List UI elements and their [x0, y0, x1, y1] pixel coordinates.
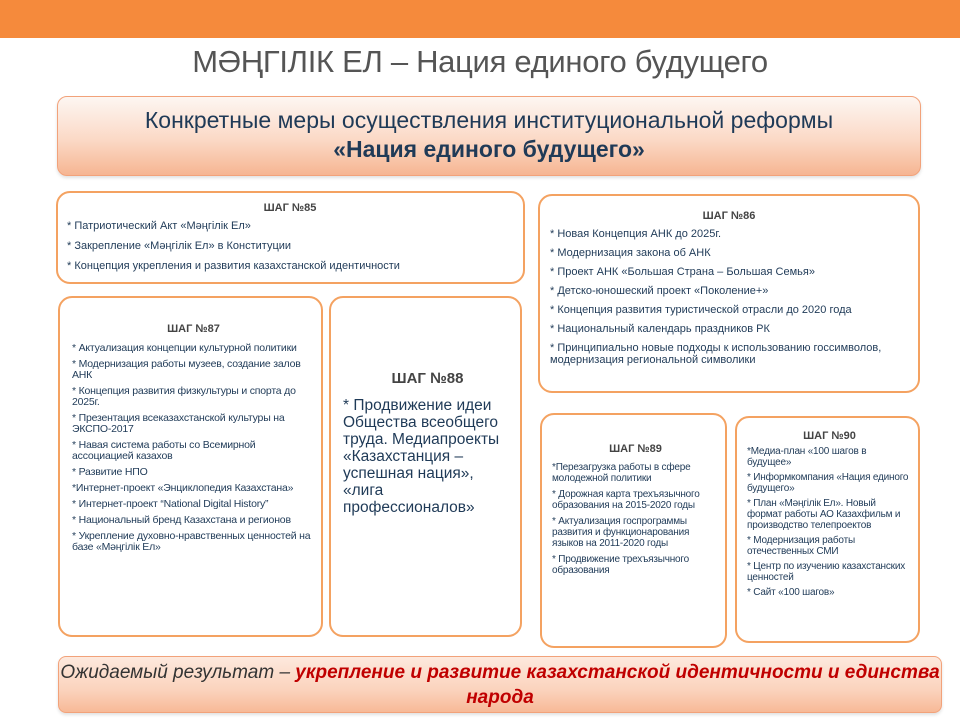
list-item: * Модернизация закона об АНК: [550, 247, 711, 259]
header-subtitle: Конкретные меры осуществления институциональной реформы: [144, 107, 834, 133]
list-item: *Интернет-проект «Энциклопедия Казахстана»: [72, 482, 294, 494]
step-87-box: [58, 296, 323, 637]
list-item: * Проект АНК «Большая Страна – Большая Семья»: [550, 266, 815, 278]
list-item: * Актуализация концепции культурной политики: [72, 342, 297, 354]
list-item: * Национальный календарь праздников РК: [550, 323, 770, 335]
step-title: ШАГ №88: [391, 370, 464, 387]
result-text: укрепление и развитие казахстанской идентичности и единства народа: [295, 662, 940, 708]
list-item: * Закрепление «Мәңгілік Ел» в Конституции: [67, 240, 292, 252]
list-item: * Навая система работы со Всемирной ассоциацией казахов: [72, 439, 256, 462]
step-title: ШАГ №85: [263, 202, 317, 214]
step-items: [343, 397, 512, 516]
step-89-box: [540, 413, 727, 648]
step-title: ШАГ №89: [609, 443, 662, 455]
page-title: МӘҢГІЛІК ЕЛ – Нация единого будущего: [192, 44, 768, 79]
step-90-box: [735, 416, 920, 643]
expected-result-banner: [58, 656, 942, 713]
step-title: ШАГ №87: [167, 323, 220, 335]
list-item: * Принципиально новые подходы к использованию госсимволов, модернизация региональной символики: [550, 342, 882, 366]
step-items: [552, 462, 719, 576]
list-item: * Презентация всеказахстанской культуры на ЭКСПО-2017: [72, 412, 285, 435]
step-items: [67, 220, 513, 273]
top-accent-bar: [0, 0, 960, 38]
header-title: «Нация единого будущего»: [333, 136, 645, 162]
list-item: * Развитие НПО: [72, 466, 148, 478]
list-item: * План «Мәңгілік Ел». Новый формат работы АО Казахфильм и производство телепроектов: [747, 498, 901, 531]
list-item: * Детско-юношеский проект «Поколение+»: [550, 285, 769, 297]
list-item: * Национальный бренд Казахстана и регионов: [72, 514, 291, 526]
step-items: [550, 228, 908, 366]
list-item: * Концепция развития туристической отрасли до 2020 года: [550, 304, 852, 316]
list-item: * Модернизация работы музеев, создание залов АНК: [72, 358, 301, 381]
list-item: * Концепция развития физкультуры и спорта до 2025г.: [72, 385, 296, 408]
list-item: * Дорожная карта трехъязычного образования на 2015-2020 годы: [552, 489, 700, 511]
step-88-box: [329, 296, 522, 637]
step-title: ШАГ №86: [702, 210, 756, 222]
list-item: * Укрепление духовно-нравственных ценностей на базе «Мәңгілік Ел»: [72, 530, 311, 553]
step-85-box: [56, 191, 525, 284]
list-item: * Интернет-проект “National Digital History”: [72, 498, 269, 510]
list-item: * Новая Концепция АНК до 2025г.: [550, 228, 722, 240]
list-item: *Медиа-план «100 шагов в будущее»: [747, 446, 867, 468]
list-item: * Актуализация госпрограммы развития и функционарования языков на 2011-2020 годы: [552, 516, 690, 549]
step-title: ШАГ №90: [803, 430, 856, 442]
list-item: * Патриотический Акт «Мәңгілік Ел»: [67, 220, 251, 232]
list-item: * Центр по изучению казахстанских ценностей: [747, 561, 906, 583]
list-item: * Сайт «100 шагов»: [747, 587, 835, 598]
list-item: * Информкомпания «Нация единого будущего»: [747, 472, 909, 494]
step-86-box: [538, 194, 920, 393]
list-item: * Продвижение трехъязычного образования: [552, 554, 689, 576]
step-items: [747, 446, 912, 598]
header-banner: [57, 96, 921, 176]
list-item: *Перезагрузка работы в сфере молодежной политики: [552, 462, 691, 484]
result-label: Ожидаемый результат –: [60, 662, 296, 683]
list-item: * Концепция укрепления и развития казахстанской идентичности: [67, 260, 400, 272]
step-items: [72, 343, 315, 553]
list-item: * Модернизация работы отечественных СМИ: [747, 535, 855, 557]
list-item: * Продвижение идеи Общества всеобщего труда. Медиапроекты «Казахстанция – успешная нация», «лига профессионалов»: [343, 397, 500, 516]
